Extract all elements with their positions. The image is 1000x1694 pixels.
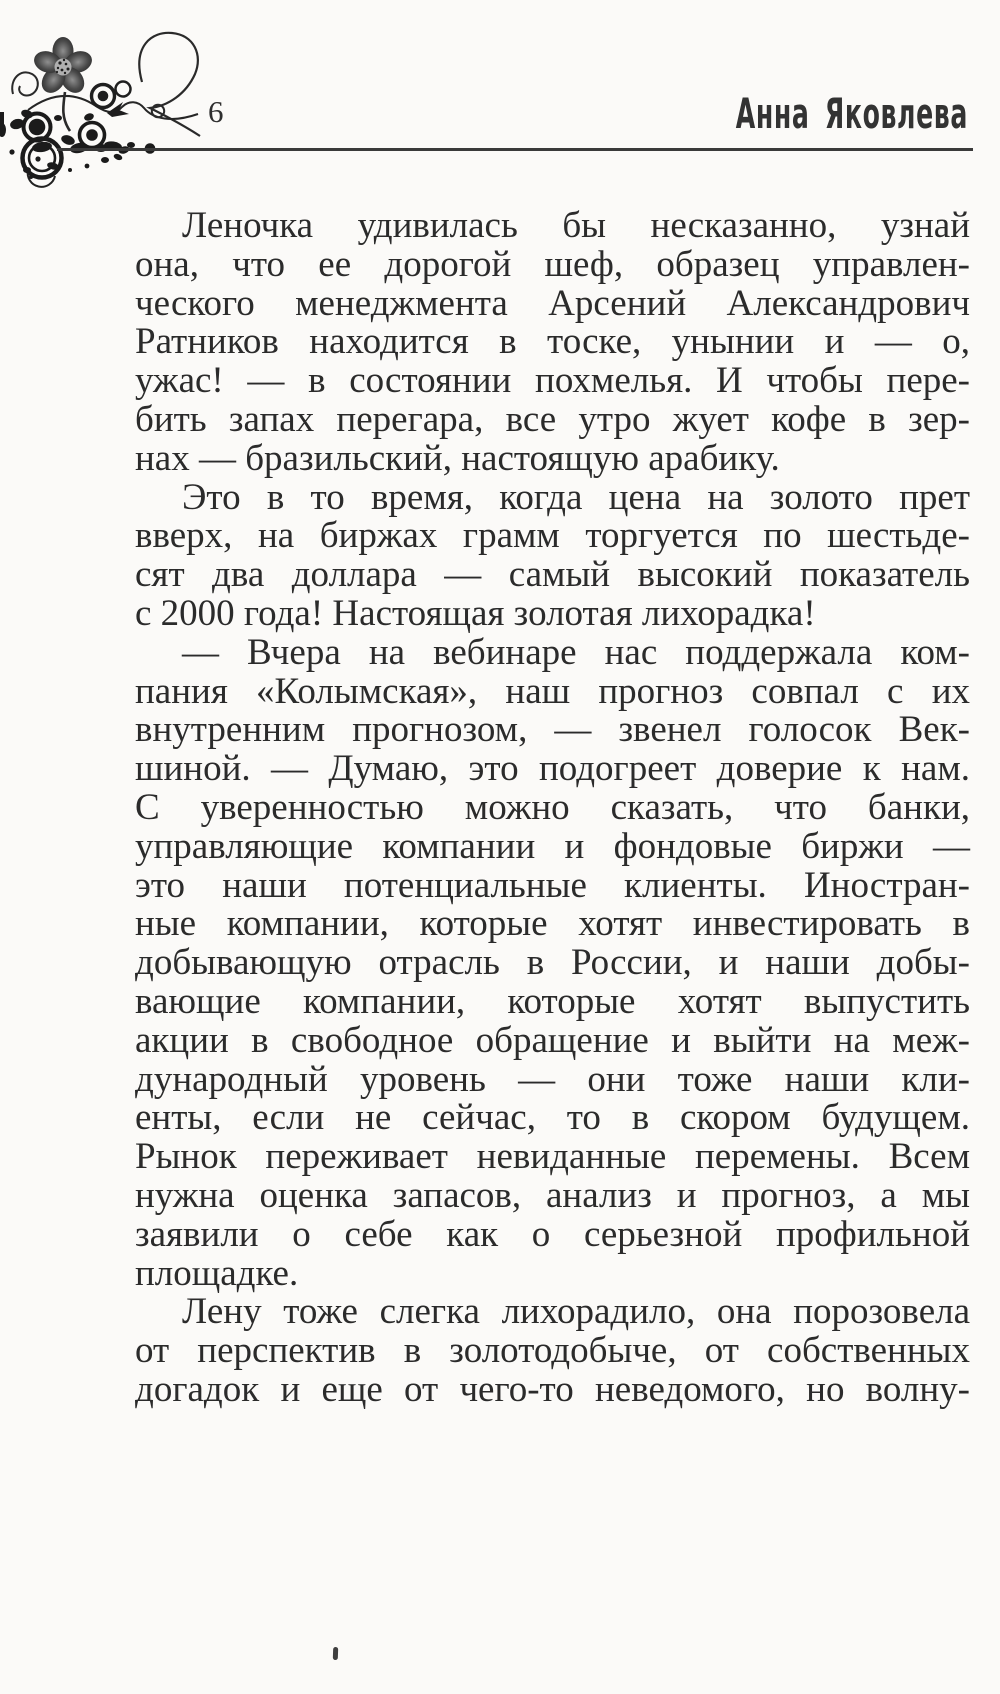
text-line: она, что ее дорогой шеф, образец управлен-: [135, 243, 970, 285]
text-line: Лену тоже слегка лихорадило, она порозовела: [182, 1291, 970, 1333]
text-line: от перспектив в золотодобыче, от собственных: [135, 1330, 970, 1372]
page-number: 6: [208, 94, 224, 129]
running-head-author: Анна Яковлева: [735, 89, 968, 138]
text-line: Рынок переживает невиданные перемены. Всем: [135, 1136, 970, 1178]
text-line: Ратников находится в тоске, унынии и — о,: [135, 321, 970, 363]
text-line: нах — бразильский, настоящую арабику.: [135, 437, 780, 479]
text-line: сят два доллара — самый высокий показатель: [135, 554, 970, 596]
text-line: ческого менеджмента Арсений Александрович: [135, 282, 970, 324]
text-line: управляющие компании и фондовые биржи —: [135, 825, 970, 867]
text-line: ужас! — в состоянии похмелья. И чтобы пере-: [135, 360, 970, 402]
ink-speck: [333, 1647, 338, 1660]
text-line: — Вчера на вебинаре нас поддержала ком-: [182, 631, 970, 673]
body-text: [135, 207, 970, 1410]
text-line: дународный уровень — они тоже наши кли-: [135, 1058, 970, 1100]
text-line: нужна оценка запасов, анализ и прогноз, а мы: [135, 1174, 970, 1216]
text-line: бить запах перегара, все утро жует кофе в зер-: [135, 398, 970, 440]
text-line: догадок и еще от чего-то неведомого, но волну-: [135, 1368, 970, 1410]
text-line: енты, если не сейчас, то в скором будущем.: [135, 1097, 970, 1139]
text-line: Леночка удивилась бы несказанно, узнай: [182, 205, 970, 246]
text-line: шиной. — Думаю, это подогреет доверие к нам.: [135, 748, 970, 790]
floral-flourish-ornament-icon: [0, 18, 232, 220]
text-line: пания «Колымская», наш прогноз совпал с их: [135, 670, 970, 712]
text-line: это наши потенциальные клиенты. Иностран-: [135, 864, 970, 906]
text-line: С уверенностью можно сказать, что банки,: [135, 786, 970, 828]
text-line: добывающую отрасль в России, и наши добы-: [135, 942, 970, 984]
text-line: с 2000 года! Настоящая золотая лихорадка!: [135, 592, 816, 634]
text-line: заявили о себе как о серьезной профильной: [135, 1213, 970, 1255]
text-line: внутренним прогнозом, — звенел голосок Век-: [135, 709, 970, 751]
text-line: вающие компании, которые хотят выпустить: [135, 980, 970, 1022]
text-line: акции в свободное обращение и выйти на меж-: [135, 1019, 970, 1061]
text-line: Это в то время, когда цена на золото прет: [182, 476, 970, 518]
header-rule: [57, 148, 973, 151]
text-line: вверх, на биржах грамм торгуется по шестьде-: [135, 515, 970, 557]
text-line: ные компании, которые хотят инвестировать в: [135, 903, 970, 945]
text-line: площадке.: [135, 1252, 299, 1294]
